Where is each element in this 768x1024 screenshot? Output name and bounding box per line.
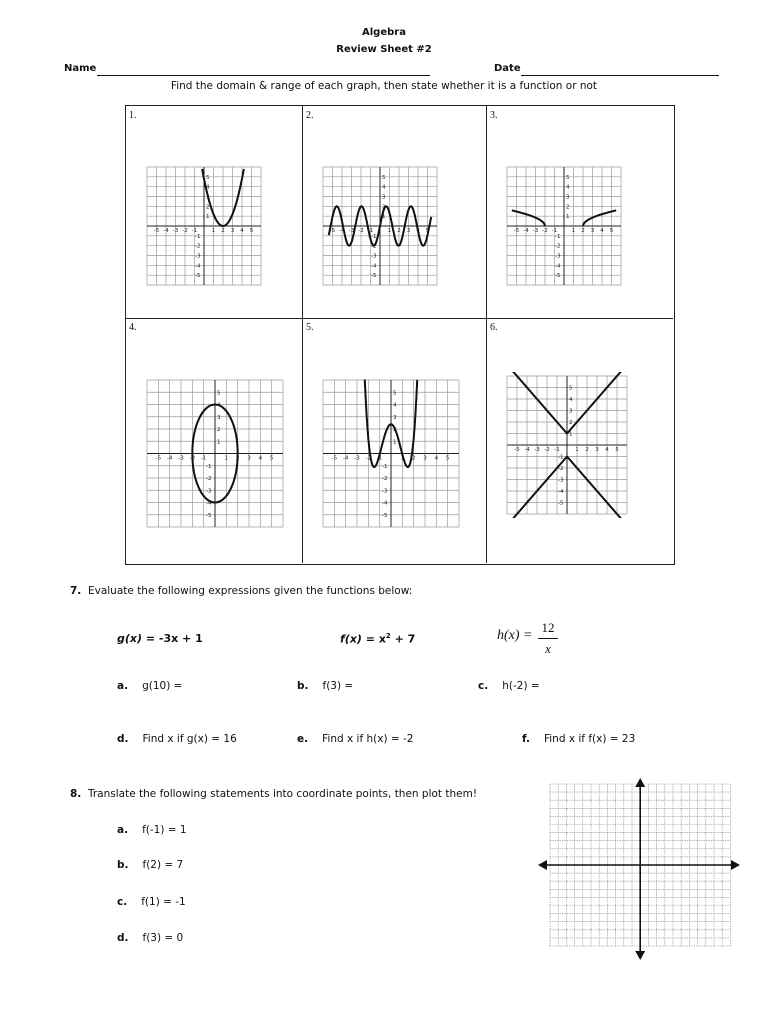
x-tick-label: 3: [230, 228, 235, 234]
graph-number: 6.: [490, 322, 498, 333]
function-h-denominator: x: [545, 641, 551, 656]
x-tick-label: -3: [534, 447, 540, 453]
part-text: f(1) = -1: [141, 896, 186, 908]
table-divider: [302, 105, 303, 563]
y-tick-label: 2: [566, 204, 570, 211]
y-tick-label: -5: [558, 500, 564, 507]
sheet-title: Review Sheet #2: [336, 44, 432, 55]
y-tick-label: -2: [558, 466, 564, 472]
part-letter: c.: [117, 896, 128, 908]
function-f: [340, 632, 415, 646]
y-tick-label: -2: [195, 243, 201, 250]
graph-5-w-curve: [319, 376, 463, 531]
y-tick-label: -3: [371, 253, 377, 260]
name-label: Name: [64, 63, 97, 74]
part-text: f(-1) = 1: [142, 824, 187, 836]
x-tick-label: -3: [354, 455, 360, 462]
x-tick-label: -5: [329, 228, 336, 234]
graph-number: 5.: [306, 322, 314, 333]
x-tick-label: -1: [200, 455, 207, 462]
x-tick-label: -4: [523, 228, 529, 234]
y-tick-label: 3: [393, 414, 397, 421]
part-text: Find x if f(x) = 23: [543, 733, 636, 745]
y-tick-label: 5: [382, 174, 386, 181]
part-letter: a.: [117, 680, 129, 692]
function-f-constant: + 7: [390, 632, 416, 646]
x-tick-label: -4: [339, 228, 345, 234]
part-text: f(3) =: [322, 680, 354, 692]
part-7f: [522, 733, 635, 745]
function-h-numerator: 12: [541, 620, 555, 635]
y-tick-label: -4: [382, 500, 388, 507]
part-7b: [297, 680, 353, 692]
part-text: f(2) = 7: [142, 859, 184, 871]
y-tick-label: -4: [195, 263, 201, 270]
x-tick-label: -4: [163, 228, 169, 234]
y-tick-label: 4: [569, 397, 573, 403]
part-8a: [117, 824, 187, 836]
y-tick-label: 1: [566, 214, 570, 221]
function-f-rule: = x: [361, 632, 386, 646]
y-tick-label: 4: [206, 184, 210, 191]
y-tick-label: -1: [382, 463, 388, 470]
y-tick-label: 5: [206, 174, 210, 181]
y-tick-label: 1: [393, 439, 397, 446]
x-tick-label: 4: [434, 455, 439, 462]
graph-3-root-curves: [503, 163, 625, 289]
y-tick-label: 2: [569, 420, 573, 426]
part-text: h(-2) =: [502, 680, 540, 692]
part-8d: [117, 932, 183, 944]
y-tick-label: 4: [382, 184, 386, 191]
y-tick-label: -2: [382, 476, 388, 482]
x-tick-label: -5: [155, 455, 162, 462]
y-tick-label: 3: [206, 194, 210, 201]
arrow-down-icon: [635, 951, 645, 960]
y-tick-label: 5: [569, 385, 573, 392]
x-tick-label: 4: [258, 455, 263, 462]
x-tick-label: -3: [348, 228, 355, 234]
x-tick-label: -4: [166, 455, 173, 462]
graph-number: 1.: [129, 110, 137, 121]
y-tick-label: 5: [217, 390, 221, 397]
part-letter: e.: [297, 733, 309, 745]
graph-4-ellipse: [143, 376, 287, 531]
x-tick-label: -4: [524, 447, 530, 453]
y-tick-label: -4: [206, 500, 212, 507]
question-number: 8.: [70, 788, 82, 800]
x-tick-label: 4: [600, 228, 604, 234]
y-tick-label: 1: [569, 431, 573, 438]
blank-coordinate-plane[interactable]: [538, 778, 740, 960]
date-label: Date: [494, 63, 521, 74]
y-tick-label: -3: [558, 477, 564, 484]
x-tick-label: 5: [609, 228, 614, 234]
y-tick-label: 3: [382, 194, 386, 201]
function-g: [117, 632, 203, 645]
y-tick-label: 3: [566, 194, 570, 201]
y-tick-label: -5: [371, 273, 377, 280]
y-tick-label: -2: [371, 243, 377, 250]
x-tick-label: 1: [211, 228, 216, 234]
x-tick-label: -1: [551, 228, 558, 234]
y-tick-label: 2: [382, 204, 386, 211]
x-tick-label: 1: [575, 447, 579, 453]
y-tick-label: -3: [206, 488, 212, 495]
graph-2-sine-wave: [319, 163, 441, 289]
y-tick-label: -1: [558, 454, 564, 461]
y-tick-label: -2: [206, 476, 212, 482]
y-tick-label: 4: [217, 402, 221, 409]
x-tick-label: -2: [365, 455, 372, 462]
y-tick-label: -1: [206, 463, 212, 470]
x-tick-label: 4: [240, 228, 244, 234]
arrow-left-icon: [538, 860, 547, 870]
y-tick-label: -4: [371, 263, 377, 270]
x-tick-label: 5: [249, 228, 254, 234]
x-tick-label: 2: [221, 228, 225, 234]
part-letter: d.: [117, 733, 129, 745]
question-prompt: Evaluate the following expressions given the functions below:: [87, 585, 413, 597]
arrow-up-icon: [635, 778, 645, 787]
graph-6-absolute-value: [503, 372, 631, 518]
y-tick-label: 4: [393, 402, 397, 409]
y-tick-label: 1: [382, 214, 386, 221]
y-tick-label: 1: [217, 439, 221, 446]
x-tick-label: 1: [387, 228, 392, 234]
part-letter: a.: [117, 824, 129, 836]
x-tick-label: -2: [542, 228, 548, 234]
part-letter: b.: [117, 859, 129, 871]
part-text: Find x if g(x) = 16: [142, 733, 237, 745]
x-tick-label: 2: [397, 228, 401, 234]
function-g-name: g(x): [117, 632, 143, 645]
table-divider: [486, 105, 487, 563]
part-text: f(3) = 0: [142, 932, 184, 944]
y-tick-label: 2: [393, 427, 397, 433]
x-tick-label: -2: [358, 228, 364, 234]
y-tick-label: 5: [393, 390, 397, 397]
part-8c: [117, 896, 186, 908]
x-tick-label: -2: [189, 455, 196, 462]
y-tick-label: -5: [382, 512, 388, 519]
date-field[interactable]: [521, 75, 719, 76]
y-tick-label: -1: [555, 233, 561, 240]
x-tick-label: 4: [605, 447, 609, 453]
y-tick-label: 1: [206, 214, 210, 221]
x-tick-label: -4: [342, 455, 349, 462]
function-h-name: h(x) =: [497, 628, 533, 643]
y-tick-label: 5: [566, 174, 570, 181]
x-tick-label: -2: [182, 228, 188, 234]
x-tick-label: -1: [367, 228, 374, 234]
x-tick-label: 5: [425, 228, 430, 234]
x-tick-label: 4: [416, 228, 420, 234]
x-tick-label: -3: [178, 455, 184, 462]
function-f-name: f(x): [340, 632, 362, 646]
graph-number: 3.: [490, 110, 498, 121]
function-f-exponent: 2: [385, 632, 391, 640]
x-tick-label: 3: [423, 455, 427, 462]
y-tick-label: -5: [206, 512, 212, 519]
y-tick-label: -3: [382, 488, 388, 495]
question-7: [70, 585, 412, 597]
x-tick-label: 1: [400, 455, 405, 462]
y-tick-label: -2: [555, 243, 561, 250]
x-tick-label: -1: [554, 447, 560, 453]
part-letter: c.: [478, 680, 489, 692]
part-7e: [297, 733, 413, 745]
x-tick-label: 1: [224, 455, 229, 462]
x-tick-label: 1: [571, 228, 576, 234]
question-number: 7.: [70, 585, 82, 597]
y-tick-label: -4: [558, 489, 564, 495]
instructions: Find the domain & range of each graph, then state whether it is a function or not: [170, 80, 598, 92]
x-tick-label: -5: [514, 447, 520, 453]
part-7c: [478, 680, 540, 692]
x-tick-label: 5: [445, 455, 450, 462]
fraction-bar: [538, 638, 558, 639]
y-tick-label: -5: [555, 273, 561, 280]
function-g-rule: = -3x + 1: [142, 632, 203, 645]
y-tick-label: -1: [371, 233, 377, 240]
graph-number: 4.: [129, 322, 137, 333]
y-tick-label: -1: [195, 233, 201, 240]
x-tick-label: -5: [331, 455, 338, 462]
graph-number: 2.: [306, 110, 314, 121]
y-tick-label: -5: [195, 273, 201, 280]
part-text: g(10) =: [142, 680, 183, 692]
part-text: Find x if h(x) = -2: [322, 733, 414, 745]
x-tick-label: 2: [585, 447, 589, 453]
y-tick-label: 2: [206, 204, 210, 211]
x-tick-label: -1: [191, 228, 198, 234]
x-tick-label: 2: [411, 455, 416, 462]
part-7d: [117, 733, 237, 745]
x-tick-label: -1: [376, 455, 383, 462]
y-tick-label: -3: [555, 253, 561, 260]
x-tick-label: 3: [590, 228, 595, 234]
y-tick-label: 4: [566, 184, 570, 191]
y-tick-label: 2: [217, 427, 221, 433]
y-tick-label: -4: [555, 263, 561, 270]
question-8: [70, 788, 477, 800]
x-tick-label: 2: [235, 455, 240, 462]
question-prompt: Translate the following statements into coordinate points, then plot them!: [87, 788, 478, 800]
name-field[interactable]: [97, 75, 430, 76]
part-7a: [117, 680, 182, 692]
x-tick-label: 5: [269, 455, 274, 462]
part-8b: [117, 859, 183, 871]
table-divider: [125, 318, 673, 319]
part-letter: b.: [297, 680, 309, 692]
x-tick-label: 3: [595, 447, 599, 453]
x-tick-label: 2: [581, 228, 585, 234]
x-tick-label: 5: [615, 447, 619, 453]
x-tick-label: -3: [532, 228, 539, 234]
x-tick-label: -5: [153, 228, 160, 234]
part-letter: f.: [522, 733, 530, 745]
x-tick-label: -3: [172, 228, 179, 234]
y-tick-label: 3: [569, 408, 573, 415]
arrow-right-icon: [731, 860, 740, 870]
x-tick-label: -2: [544, 447, 550, 453]
x-tick-label: 3: [247, 455, 251, 462]
part-letter: d.: [117, 932, 129, 944]
y-tick-label: 3: [217, 414, 221, 421]
course-title: Algebra: [362, 27, 406, 38]
x-tick-label: 3: [406, 228, 411, 234]
graph-1-parabola: [143, 163, 265, 289]
x-tick-label: -5: [513, 228, 520, 234]
y-tick-label: -3: [195, 253, 201, 260]
